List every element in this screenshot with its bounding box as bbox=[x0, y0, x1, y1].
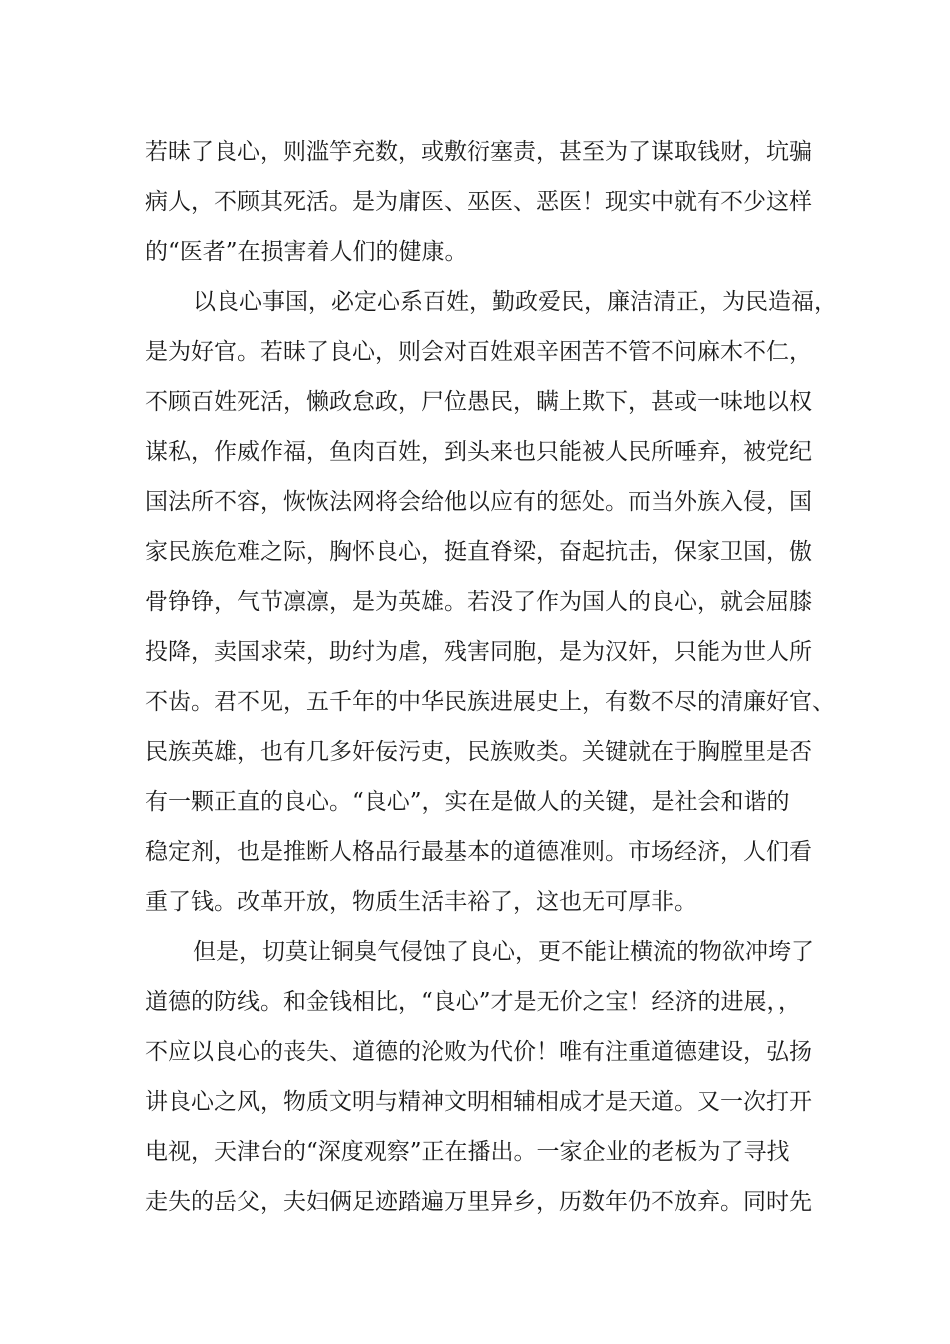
text-line: 国法所不容，恢恢法网将会给他以应有的惩处。而当外族入侵，国 bbox=[145, 489, 812, 515]
paragraph-start-line: 以良心事国，必定心系百姓，勤政爱民，廉洁清正，为民造福， bbox=[193, 289, 837, 315]
text-line: 不应以良心的丧失、道德的沦败为代价！唯有注重道德建设，弘扬 bbox=[145, 1039, 812, 1065]
text-line: 谋私，作威作福，鱼肉百姓，到头来也只能被人民所唾弃，被党纪 bbox=[145, 439, 812, 465]
text-line: 家民族危难之际，胸怀良心，挺直脊梁，奋起抗击，保家卫国，傲 bbox=[145, 539, 812, 565]
text-line: 不齿。君不见，五千年的中华民族进展史上，有数不尽的清廉好官、 bbox=[145, 689, 835, 715]
text-line: 重了钱。改革开放，物质生活丰裕了，这也无可厚非。 bbox=[145, 889, 697, 915]
text-line: 道德的防线。和金钱相比，“良心”才是无价之宝！经济的进展，， bbox=[145, 989, 802, 1015]
text-line: 骨铮铮，气节凛凛，是为英雄。若没了作为国人的良心，就会屈膝 bbox=[145, 589, 812, 615]
text-line: 稳定剂，也是推断人格品行最基本的道德准则。市场经济，人们看 bbox=[145, 839, 812, 865]
text-line: 若昧了良心，则滥竽充数，或敷衍塞责，甚至为了谋取钱财，坑骗 bbox=[145, 139, 812, 165]
text-line: 不顾百姓死活，懒政怠政，尸位愚民，瞒上欺下，甚或一味地以权 bbox=[145, 389, 812, 415]
text-line: 是为好官。若昧了良心，则会对百姓艰辛困苦不管不问麻木不仁， bbox=[145, 339, 812, 365]
text-line: 有一颗正直的良心。“良心”，实在是做人的关键，是社会和谐的 bbox=[145, 789, 790, 815]
text-line: 电视，天津台的“深度观察”正在播出。一家企业的老板为了寻找 bbox=[145, 1139, 790, 1165]
text-line: 走失的岳父，夫妇俩足迹踏遍万里异乡，历数年仍不放弃。同时先 bbox=[145, 1189, 812, 1215]
text-line: 民族英雄，也有几多奸佞污吏，民族败类。关键就在于胸膛里是否 bbox=[145, 739, 812, 765]
text-line: 讲良心之风，物质文明与精神文明相辅相成才是天道。又一次打开 bbox=[145, 1089, 812, 1115]
text-line: 病人，不顾其死活。是为庸医、巫医、恶医！现实中就有不少这样 bbox=[145, 189, 812, 215]
paragraph-start-line: 但是，切莫让铜臭气侵蚀了良心，更不能让横流的物欲冲垮了 bbox=[193, 939, 814, 965]
text-line: 投降，卖国求荣，助纣为虐，残害同胞，是为汉奸，只能为世人所 bbox=[145, 639, 812, 665]
text-line: 的“医者”在损害着人们的健康。 bbox=[145, 239, 468, 265]
